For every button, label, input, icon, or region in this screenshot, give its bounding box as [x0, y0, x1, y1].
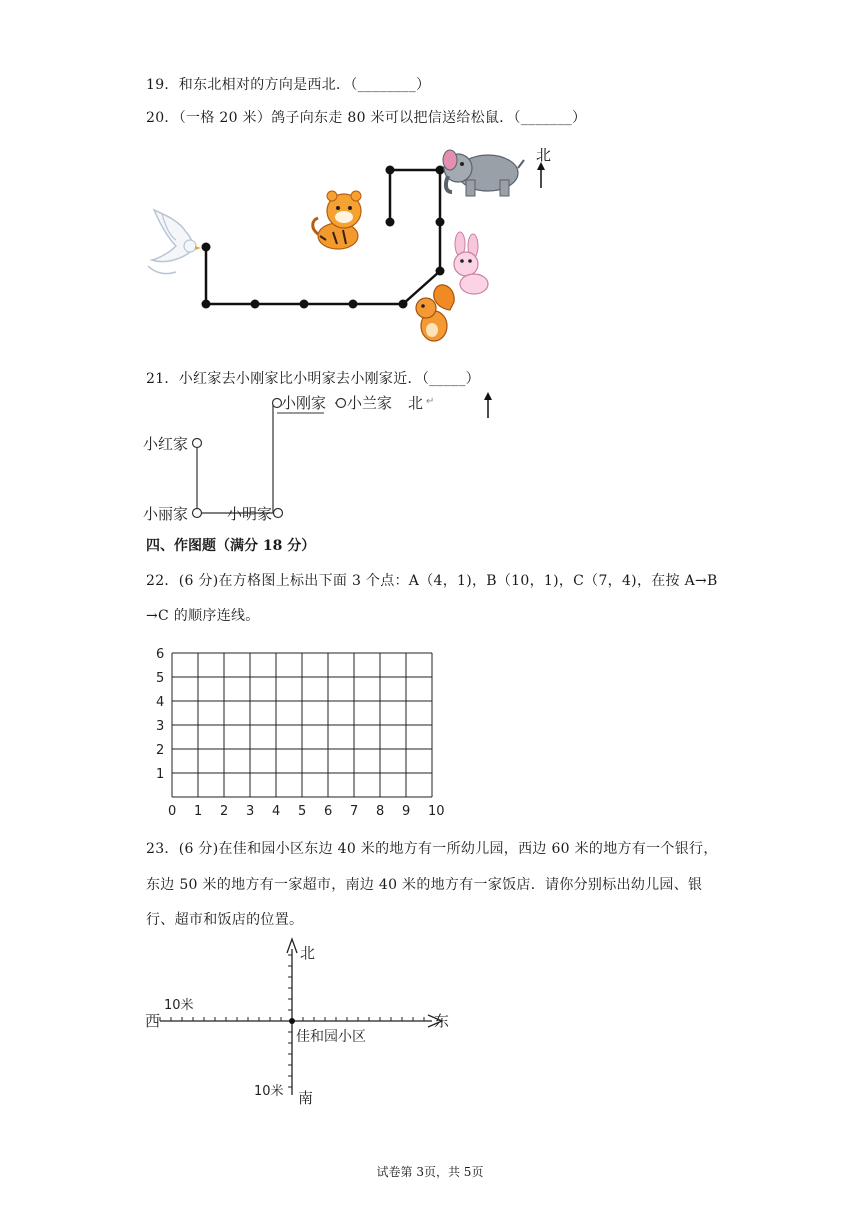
xiaoli-home-label: 小丽家: [143, 505, 189, 523]
page-footer: 试卷第 3页，共 5页: [376, 1165, 484, 1179]
home-route-figure: [140, 390, 520, 530]
y-tick-label: 2: [156, 743, 165, 758]
origin-point: [289, 1018, 295, 1024]
question-22-line1: 22．(6 分)在方格图上标出下面 3 个点：A（4，1)，B（10，1)，C（7，4)，在按 A→B: [146, 573, 718, 589]
question-19: 19．和东北相对的方向是西北．（________）: [146, 77, 431, 93]
squirrel-icon: [416, 285, 454, 341]
x-tick-label: 6: [324, 804, 333, 818]
xiaoming-home-label: 小明家: [227, 505, 273, 523]
south-label: 南: [298, 1089, 314, 1107]
home-markers: [193, 399, 346, 518]
x-axis-ticks: [168, 804, 445, 818]
north-arrow-icon: [537, 162, 545, 188]
x-tick-label: 1: [194, 804, 203, 818]
north-label: 北: [408, 394, 424, 412]
y-tick-label: 4: [156, 695, 165, 710]
direction-axes: [140, 935, 470, 1115]
y-tick-label: 3: [156, 719, 165, 734]
question-22-line2: →C 的顺序连线。: [146, 608, 260, 624]
y-tick-label: 6: [156, 647, 165, 662]
svg-text:↵: ↵: [426, 396, 435, 407]
x-tick-label: 3: [246, 804, 255, 818]
pigeon-icon: [148, 210, 201, 274]
origin-label: 佳和园小区: [296, 1029, 366, 1045]
home-route-lines: [197, 403, 341, 513]
x-tick-label: 2: [220, 804, 229, 818]
scale-x-label: 10米: [164, 998, 194, 1013]
x-tick-label: 9: [402, 804, 411, 818]
north-label: 北: [536, 146, 552, 164]
xiaohong-home-label: 小红家: [143, 435, 189, 453]
scale-y-label: 10米: [254, 1084, 284, 1099]
y-tick-label: 5: [156, 671, 165, 686]
x-tick-label: 4: [272, 804, 281, 818]
tiger-icon: [313, 191, 361, 249]
question-20: 20．（一格 20 米）鸽子向东走 80 米可以把信送给松鼠．（_______）: [146, 110, 587, 126]
y-axis-ticks: [156, 647, 164, 782]
coordinate-grid: [150, 640, 460, 818]
y-tick-label: 1: [156, 767, 165, 782]
x-tick-label: 0: [168, 804, 177, 818]
north-arrow-icon: [484, 392, 492, 418]
x-tick-label: 7: [350, 804, 359, 818]
x-tick-label: 5: [298, 804, 307, 818]
section-4-title: 四、作图题（满分 18 分）: [146, 538, 316, 554]
question-23-line1: 23．(6 分)在佳和园小区东边 40 米的地方有一所幼儿园，西边 60 米的地方有一个银行，: [146, 841, 718, 857]
grid-lines: [172, 653, 432, 797]
west-label: 西: [145, 1012, 161, 1030]
elephant-icon: [443, 150, 524, 196]
x-tick-label: 8: [376, 804, 385, 818]
east-label: 东: [434, 1012, 450, 1030]
question-23-line3: 行、超市和饭店的位置。: [146, 912, 304, 928]
north-label: 北: [300, 944, 316, 962]
x-tick-label: 10: [428, 804, 445, 818]
pigeon-route-figure: [140, 140, 580, 355]
xiaogang-home-label: 小刚家: [281, 394, 327, 412]
xiaolan-home-label: 小兰家: [347, 394, 393, 412]
question-23-line2: 东边 50 米的地方有一家超市，南边 40 米的地方有一家饭店．请你分别标出幼儿园、银: [146, 877, 703, 893]
rabbit-icon: [454, 232, 488, 294]
question-21: 21．小红家去小刚家比小明家去小刚家近．（_____）: [146, 371, 480, 387]
